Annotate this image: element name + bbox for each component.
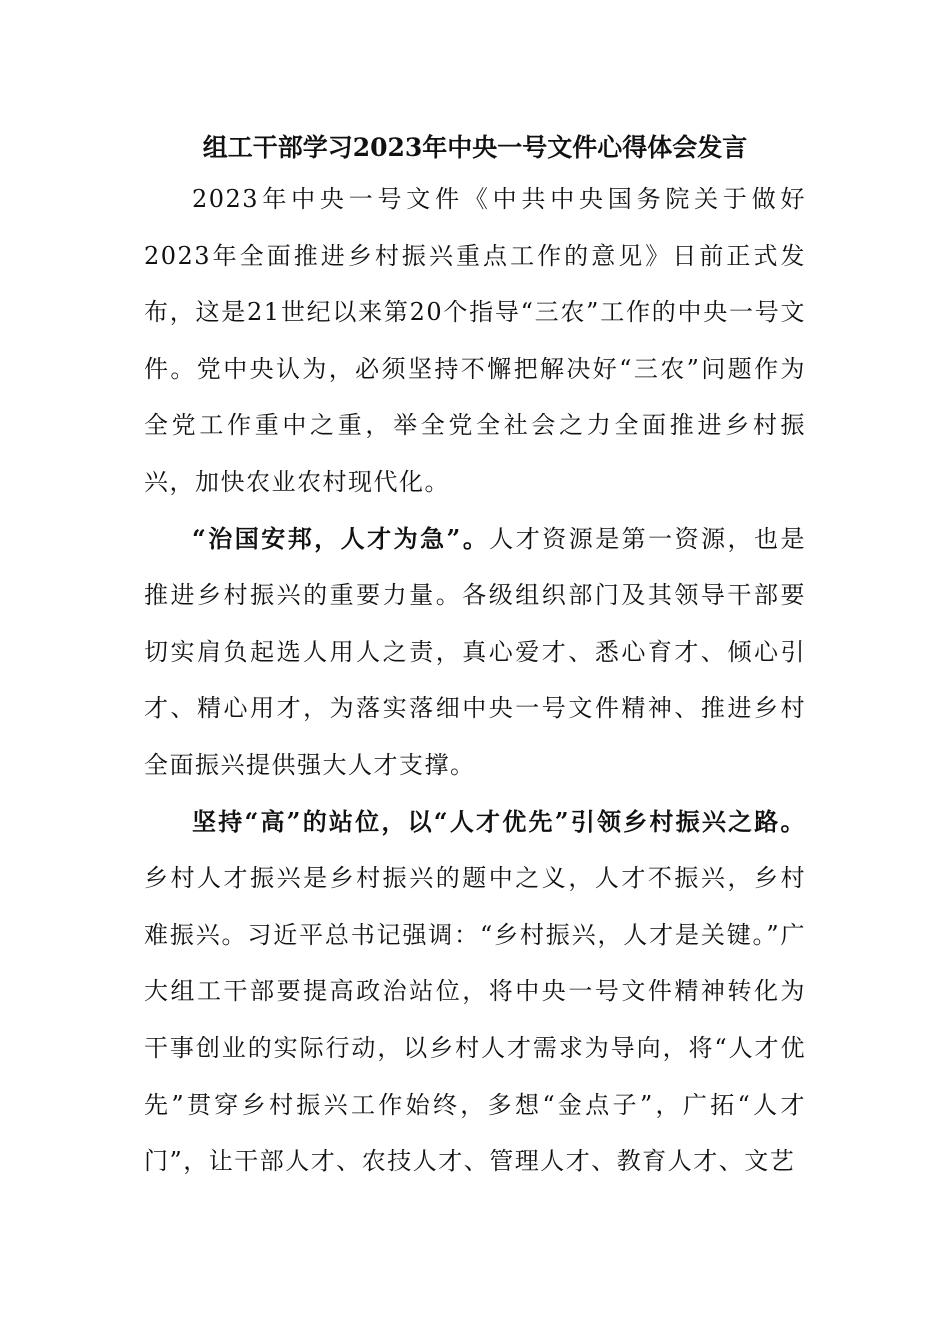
document-body <box>144 171 806 1190</box>
paragraph-2-lead: “治国安邦，人才为急”。 <box>192 523 490 553</box>
paragraph-3-text: 乡村人才振兴是乡村振兴的题中之义，人才不振兴，乡村难振兴。习近平总书记强调：“乡村振兴，人才是关键。”广大组工干部要提高政治站位，将中央一号文件精神转化为干事创业的实际行动，以乡村人才需求为导向，将“人才优先”贯穿乡村振兴工作始终，多想“金点子”，广拓“人才门”，让干部人才、农技人才、管理人才、教育人才、文艺 <box>144 864 806 1176</box>
document-title: 组工干部学习2023年中央一号文件心得体会发言 <box>202 133 748 162</box>
paragraph-3-lead: 坚持“高”的站位，以“人才优先”引领乡村振兴之路。 <box>192 806 806 836</box>
paragraph-2-text: 人才资源是第一资源，也是推进乡村振兴的重要力量。各级组织部门及其领导干部要切实肩负起选人用人之责，真心爱才、悉心育才、倾心引才、精心用才，为落实落细中央一号文件精神、推进乡村全面振兴提供强大人才支撑。 <box>144 524 807 779</box>
paragraph-1 <box>144 171 806 511</box>
paragraph-1-text: 2023年中央一号文件《中共中央国务院关于做好2023年全面推进乡村振兴重点工作的意见》日前正式发布，这是21世纪以来第20个指导“三农”工作的中央一号文件。党中央认为，必须坚持不懈把解决好“三农”问题作为全党工作重中之重，举全党全社会之力全面推进乡村振兴，加快农业农村现代化。 <box>144 185 806 496</box>
paragraph-2 <box>144 511 806 794</box>
paragraph-3 <box>144 794 806 1190</box>
